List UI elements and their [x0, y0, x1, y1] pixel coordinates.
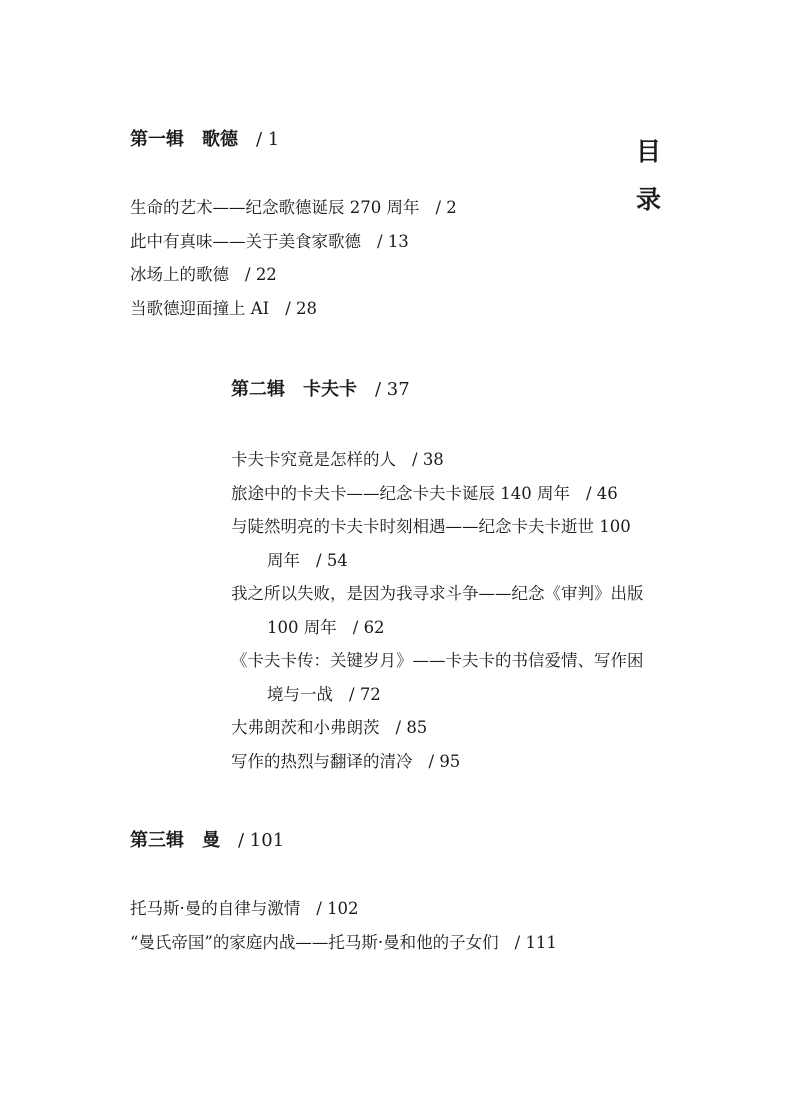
entry-title: “曼氏帝国”的家庭内战——托马斯·曼和他的子女们	[130, 932, 499, 952]
entry-title-continuation-text: 境与一战	[267, 684, 333, 704]
toc-entry[interactable]	[130, 225, 457, 259]
section-page-number: 101	[249, 830, 285, 851]
section-name: 卡夫卡	[303, 379, 357, 400]
entry-page-number: 38	[422, 450, 444, 469]
entry-page-number: 72	[359, 684, 381, 704]
entry-title: 我之所以失败，是因为我寻求斗争——纪念《审判》出版	[231, 584, 644, 603]
entry-title-continuation	[231, 544, 644, 578]
section-heading	[231, 374, 644, 406]
page-separator: /	[238, 830, 250, 851]
entry-page-number: 62	[363, 617, 385, 637]
entry-title: 卡夫卡究竟是怎样的人	[231, 450, 396, 469]
entry-title: 旅途中的卡夫卡——纪念卡夫卡诞辰 140 周年	[231, 483, 570, 503]
entry-title: 生命的艺术——纪念歌德诞辰 270 周年	[130, 198, 420, 217]
entry-list	[130, 191, 457, 325]
toc-entry[interactable]	[231, 711, 644, 745]
toc-entry[interactable]	[231, 577, 644, 644]
entry-page-number: 54	[326, 550, 348, 570]
entry-page-number: 46	[596, 483, 618, 503]
page-separator: /	[316, 899, 328, 918]
entry-page-number: 95	[439, 751, 461, 771]
entry-title: 写作的热烈与翻译的清冷	[231, 751, 413, 771]
entry-title: 《卡夫卡传：关键岁月》——卡夫卡的书信爱情、写作困	[231, 651, 644, 670]
entry-page-number: 28	[296, 298, 317, 318]
entry-title-continuation-text: 周年	[267, 550, 300, 570]
entry-title-continuation-text: 100 周年	[267, 617, 337, 637]
toc-title-char-2: 录	[636, 185, 662, 214]
page-separator: /	[256, 129, 268, 150]
toc-entry[interactable]	[231, 477, 644, 511]
toc-entry[interactable]	[231, 745, 644, 779]
page-separator: /	[412, 450, 423, 469]
page-separator: /	[285, 298, 296, 318]
entry-page-number: 13	[387, 231, 409, 251]
toc-entry[interactable]	[130, 191, 457, 225]
entry-list	[231, 443, 644, 778]
page-separator: /	[316, 550, 327, 570]
section-name: 曼	[202, 830, 220, 851]
page-separator: /	[349, 684, 360, 704]
toc-entry[interactable]	[231, 510, 644, 577]
entry-list	[130, 892, 557, 959]
section-heading	[130, 124, 457, 156]
page-separator: /	[377, 231, 388, 251]
entry-page-number: 111	[525, 932, 557, 952]
page-separator: /	[428, 751, 440, 771]
toc-title	[636, 128, 672, 224]
section-heading	[130, 825, 557, 857]
page-separator: /	[585, 483, 597, 503]
section-name: 歌德	[202, 129, 238, 150]
entry-page-number: 2	[446, 198, 457, 217]
page-separator: /	[395, 718, 407, 737]
section-page-number: 1	[267, 129, 280, 150]
section-page-number: 37	[386, 379, 410, 400]
entry-title: 当歌德迎面撞上 AI	[130, 298, 270, 318]
entry-title: 托马斯·曼的自律与激情	[130, 899, 301, 918]
page-separator: /	[352, 617, 364, 637]
entry-page-number: 22	[255, 265, 277, 284]
page-separator: /	[514, 932, 526, 952]
entry-title: 此中有真味——关于美食家歌德	[130, 231, 361, 251]
section-kafka	[231, 374, 644, 778]
section-number: 第二辑	[231, 379, 285, 400]
page-separator: /	[435, 198, 447, 217]
entry-title: 大弗朗茨和小弗朗茨	[231, 718, 380, 737]
toc-entry[interactable]	[231, 644, 644, 711]
section-goethe	[130, 124, 457, 325]
toc-title-char-1: 目	[636, 137, 662, 166]
entry-title: 冰场上的歌德	[130, 265, 229, 284]
section-number: 第一辑	[130, 129, 184, 150]
entry-title-continuation	[231, 611, 644, 645]
entry-page-number: 85	[406, 718, 428, 737]
toc-entry[interactable]	[130, 292, 457, 326]
section-mann	[130, 825, 557, 959]
section-number: 第三辑	[130, 830, 184, 851]
toc-entry[interactable]	[130, 258, 457, 292]
page-separator: /	[245, 265, 256, 284]
entry-title: 与陡然明亮的卡夫卡时刻相遇——纪念卡夫卡逝世 100	[231, 517, 631, 536]
entry-page-number: 102	[327, 899, 359, 918]
toc-entry[interactable]	[130, 892, 557, 926]
toc-entry[interactable]	[231, 443, 644, 477]
page-separator: /	[375, 379, 387, 400]
entry-title-continuation	[231, 678, 644, 712]
toc-entry[interactable]	[130, 926, 557, 960]
